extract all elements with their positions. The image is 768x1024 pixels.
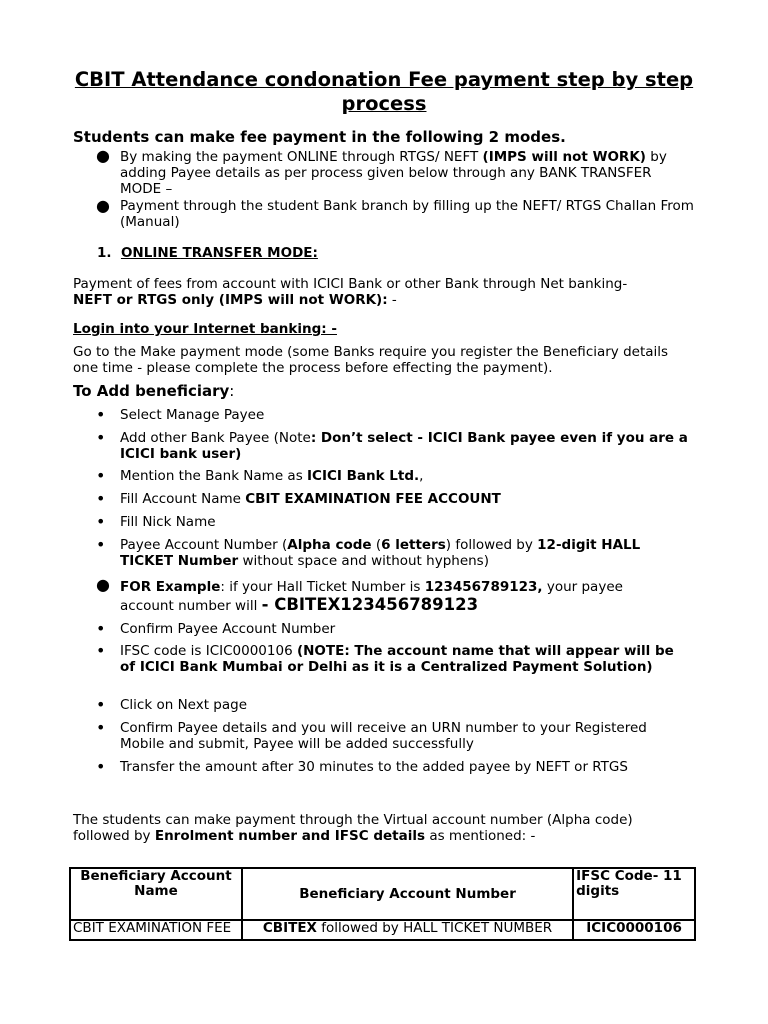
mode-online-text: By making the payment ONLINE through RTGS/ NEFT: [120, 149, 483, 165]
step-next-page: Click on Next page: [120, 697, 248, 713]
fees-bold: NEFT or RTGS only (IMPS will not WORK):: [73, 292, 388, 308]
virtual-text-post: as mentioned: -: [425, 828, 536, 844]
fees-text: Payment of fees from account with ICICI Bank or other Bank through Net banking-: [73, 276, 628, 292]
step-confirm-payee-details: Confirm Payee details and you will receive an URN number to your Registered Mobile and submit, Payee will be added successfully: [120, 720, 647, 752]
step-bank-name: [120, 468, 705, 484]
bullet-icon: •: [96, 535, 106, 554]
page-title: CBIT Attendance condonation Fee payment step by step process: [74, 68, 694, 115]
section-1-heading: [97, 245, 318, 261]
cell-account-number: [242, 920, 573, 940]
step-example: [120, 578, 680, 615]
mode-online-note: (IMPS will not WORK): [482, 149, 646, 165]
bullet-icon: •: [96, 512, 106, 531]
beneficiary-table: [69, 867, 696, 941]
example-label: FOR Example: [120, 579, 221, 595]
step-text: (: [371, 537, 382, 553]
bullet-icon: •: [96, 489, 106, 508]
section-number: 1.: [97, 245, 112, 261]
bullet-icon: •: [96, 428, 106, 447]
step-payee-account-number: [120, 537, 680, 569]
cell-account-name: CBIT EXAMINATION FEE: [70, 920, 242, 940]
table-row: [70, 920, 695, 940]
login-heading: Login into your Internet banking: -: [73, 321, 337, 337]
intro-heading: Students can make fee payment in the following 2 modes.: [73, 128, 566, 146]
bullet-icon: ●: [96, 196, 110, 215]
fees-post: -: [387, 292, 397, 308]
step-text: Mention the Bank Name as: [120, 468, 308, 484]
step-add-other-bank-payee: [120, 430, 690, 462]
ifsc-note: (NOTE: The account name that will appear will be of ICICI Bank Mumbai or Delhi as it is a Centralized Payment Solution): [120, 643, 674, 675]
section-label: ONLINE TRANSFER MODE:: [120, 245, 318, 261]
bullet-icon: •: [96, 695, 106, 714]
step-text: Add other Bank Payee (Note: [120, 430, 311, 446]
header-ifsc: IFSC Code- 11 digits: [573, 868, 695, 920]
login-paragraph: Go to the Make payment mode (some Banks require you register the Beneficiary details one time - please complete the process before effecting the payment).: [73, 344, 669, 376]
mode-online-text-post: by adding Payee details as per process given below through any BANK TRANSFER MODE –: [120, 149, 667, 197]
account-name: CBIT EXAMINATION FEE ACCOUNT: [245, 491, 501, 507]
step-text-post: ,: [419, 468, 424, 484]
account-suffix: followed by HALL TICKET NUMBER: [316, 920, 553, 936]
virtual-account-paragraph: [73, 812, 673, 844]
bank-name: ICICI Bank Ltd.: [307, 468, 420, 484]
table-header-row: [70, 868, 695, 920]
mode-manual: Payment through the student Bank branch by filling up the NEFT/ RTGS Challan From (Manual): [120, 198, 694, 230]
fees-paragraph: [73, 276, 693, 308]
add-beneficiary-heading: [73, 383, 693, 400]
bullet-icon: •: [96, 466, 106, 485]
example-hall-ticket: 123456789123,: [424, 579, 543, 595]
mode-online: [120, 149, 695, 197]
bullet-icon: •: [96, 718, 106, 737]
example-account-number: - CBITEX123456789123: [261, 595, 479, 614]
bullet-icon: ●: [96, 575, 110, 594]
bullet-icon: •: [96, 405, 106, 424]
step-confirm-account-number: Confirm Payee Account Number: [120, 621, 336, 637]
add-beneficiary-label: To Add beneficiary: [73, 382, 230, 400]
cell-ifsc: ICIC0000106: [573, 920, 695, 940]
step-text: ) followed by: [445, 537, 538, 553]
step-text: IFSC code is ICIC0000106: [120, 643, 297, 659]
step-text: Fill Account Name: [120, 491, 246, 507]
header-account-name: Beneficiary Account Name: [70, 868, 242, 920]
add-beneficiary-colon: :: [229, 382, 235, 400]
bullet-icon: •: [96, 619, 106, 638]
bullet-icon: ●: [96, 146, 110, 165]
alpha-code: Alpha code: [287, 537, 372, 553]
step-text: without space and without hyphens): [238, 553, 489, 569]
step-transfer-amount: Transfer the amount after 30 minutes to the added payee by NEFT or RTGS: [120, 759, 628, 775]
step-text: : if your Hall Ticket Number is: [220, 579, 425, 595]
letter-count: 6 letters: [381, 537, 446, 553]
hall-ticket-number: 12-digit HALL TICKET Number: [120, 537, 641, 569]
step-note: : Don’t select - ICICI Bank payee even if you are a ICICI bank user): [120, 430, 688, 462]
bullet-icon: •: [96, 757, 106, 776]
step-ifsc-code: [120, 643, 690, 675]
step-account-name: [120, 491, 705, 507]
bullet-icon: •: [96, 641, 106, 660]
step-select-manage-payee: Select Manage Payee: [120, 407, 265, 423]
step-nick-name: Fill Nick Name: [120, 514, 216, 530]
account-prefix: CBITEX: [262, 920, 317, 936]
step-text: Payee Account Number (: [120, 537, 288, 553]
virtual-bold: Enrolment number and IFSC details: [154, 828, 426, 844]
virtual-text: The students can make payment through the Virtual account number (Alpha code) followed by: [73, 812, 633, 844]
header-account-number: Beneficiary Account Number: [242, 868, 573, 920]
step-text: your payee account number will: [120, 579, 623, 614]
